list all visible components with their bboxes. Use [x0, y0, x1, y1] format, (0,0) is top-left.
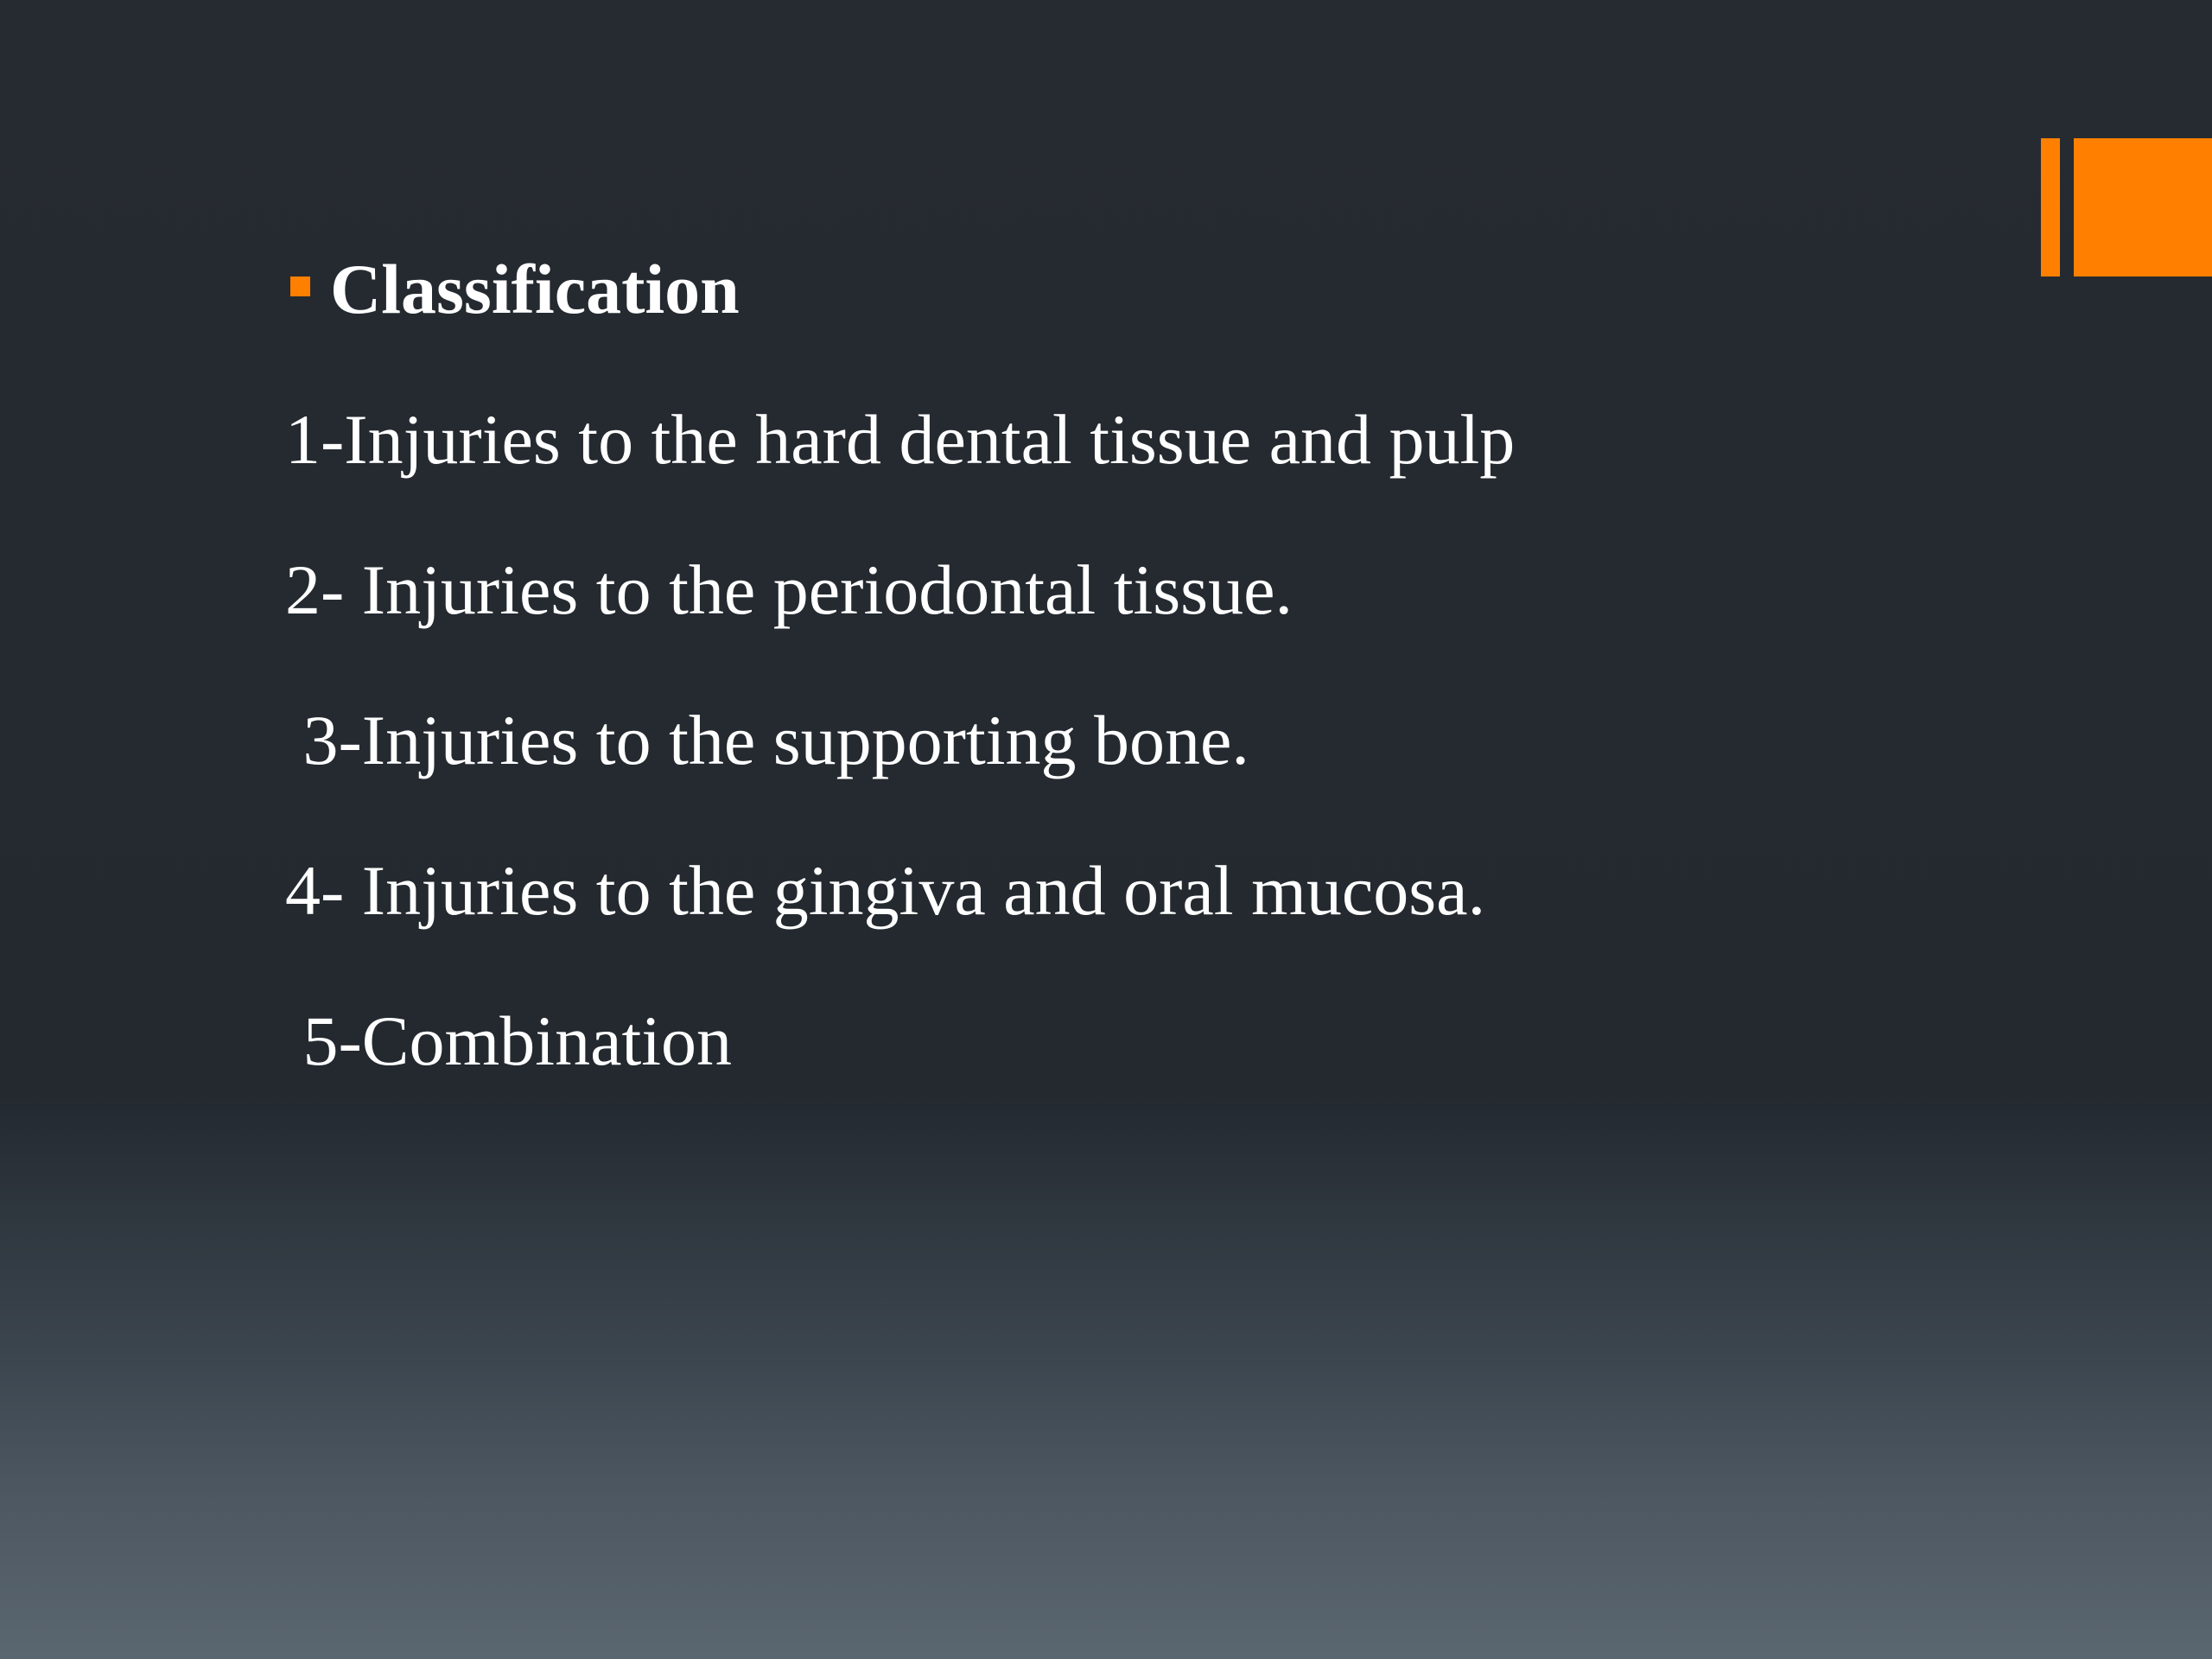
square-bullet-icon — [290, 276, 310, 296]
list-item: 2- Injuries to the periodontal tissue. — [285, 550, 1293, 629]
list-item: 5-Combination — [285, 1001, 733, 1080]
list-item: 4- Injuries to the gingiva and oral mucosa. — [285, 851, 1486, 930]
list-item: 3-Injuries to the supporting bone. — [285, 701, 1249, 779]
slide-heading: Classification — [330, 250, 740, 328]
heading-row — [290, 246, 740, 333]
list-item: 1-Injuries to the hard dental tissue and pulp — [285, 400, 1516, 479]
accent-block — [2074, 138, 2212, 276]
accent-bar — [2041, 138, 2060, 276]
